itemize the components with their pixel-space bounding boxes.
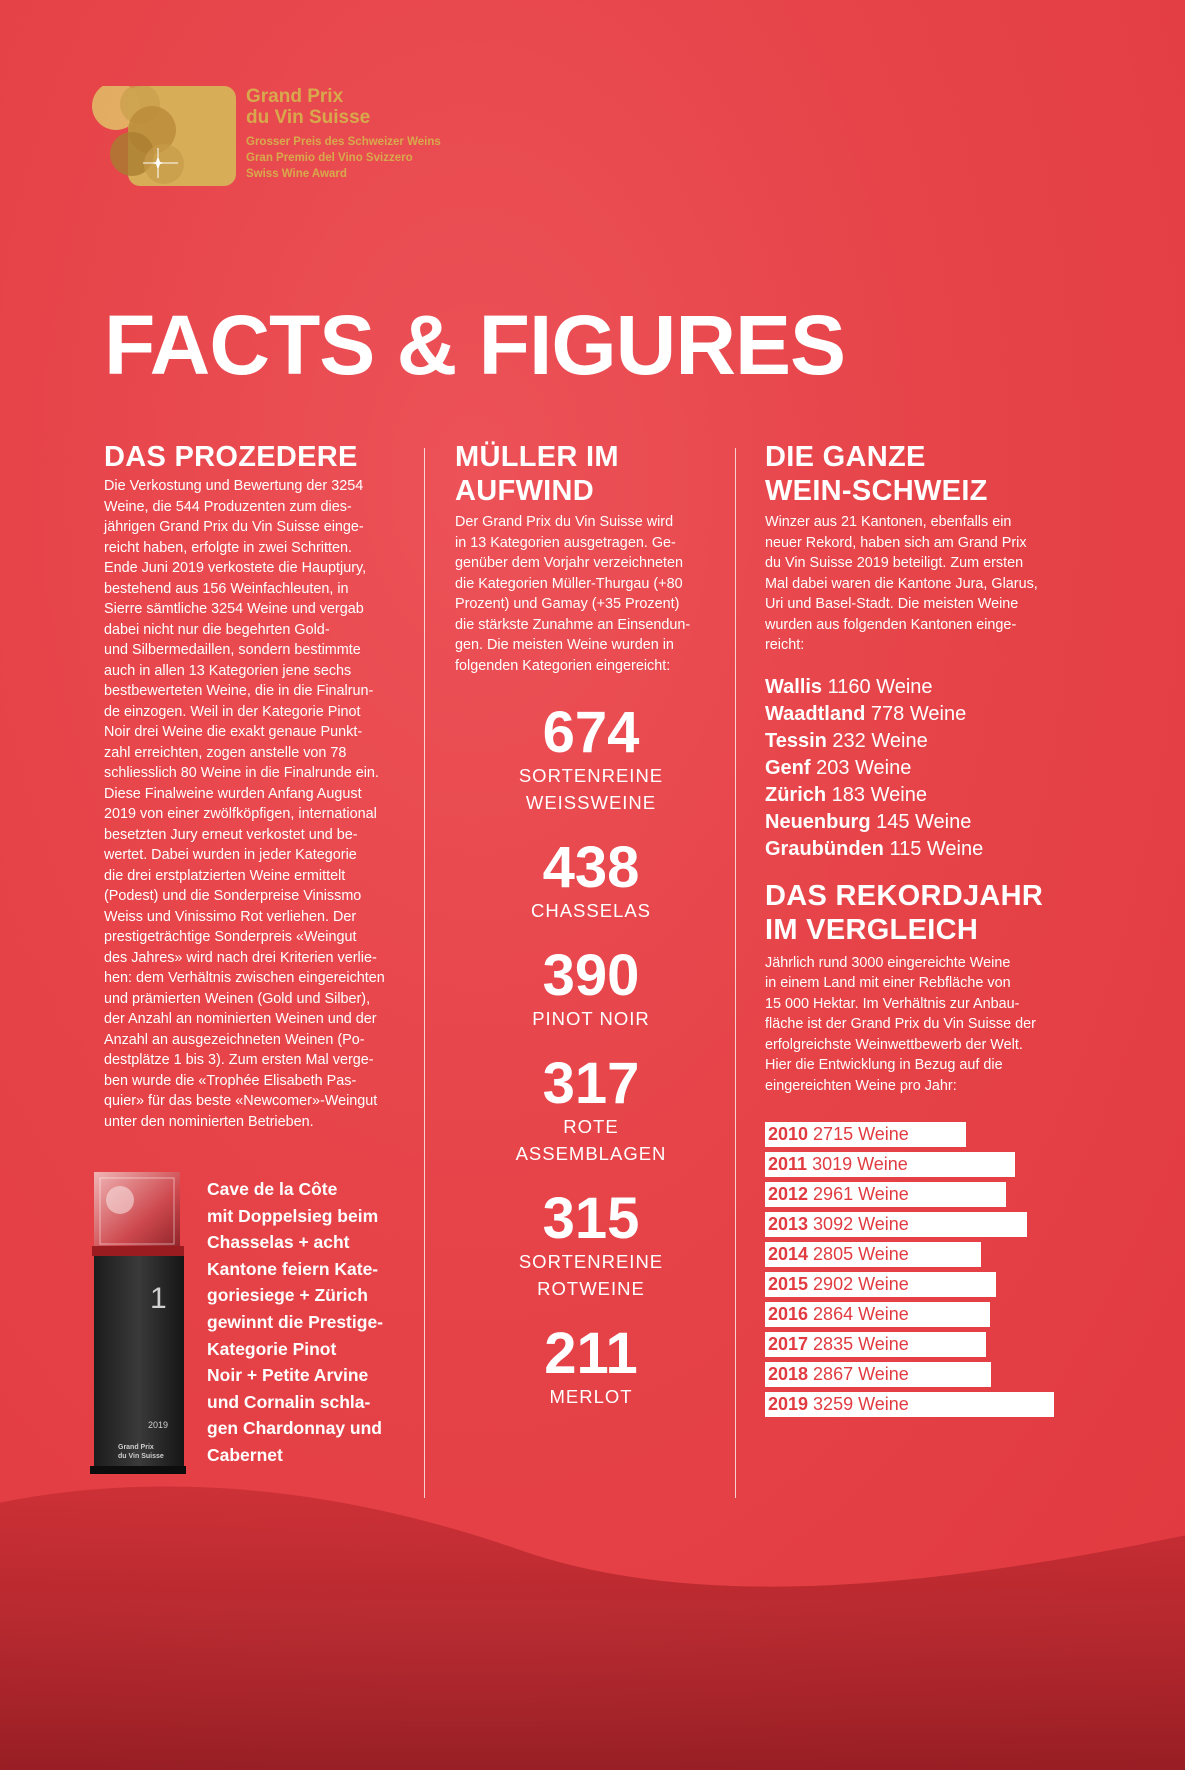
- caption-line: Noir + Petite Arvine: [207, 1365, 369, 1386]
- rekordjahr-text-line: in einem Land mit einer Rebfläche von: [765, 975, 1011, 991]
- caption-line: gen Chardonnay und: [207, 1418, 382, 1439]
- prozedere-text-line: der Anzahl an nominierten Weinen und der: [104, 1011, 377, 1027]
- logo-subtitle-de: Grosser Preis des Schweizer Weins: [246, 136, 441, 148]
- prozedere-text-line: wertet. Dabei wurden in jeder Kategorie: [104, 847, 357, 863]
- category-stat: [455, 1051, 727, 1167]
- canton-list: [765, 674, 1075, 863]
- stat-label: PINOT NOIR: [532, 1008, 650, 1029]
- rekordjahr-text-line: eingereichten Weine pro Jahr:: [765, 1077, 957, 1094]
- category-stats: [455, 700, 727, 1433]
- year-value: 2017: [768, 1334, 809, 1354]
- trophy-label-line2: du Vin Suisse: [118, 1453, 164, 1460]
- wein-schweiz-text-line: neuer Rekord, haben sich am Grand Prix: [765, 534, 1027, 551]
- year-row: [765, 1122, 1085, 1147]
- prozedere-text-line: Diese Finalweine wurden Anfang August: [104, 785, 362, 802]
- year-row: [765, 1242, 1085, 1267]
- year-count: 2805 Weine: [808, 1244, 909, 1264]
- year-row: [765, 1362, 1085, 1387]
- category-stat: [455, 1321, 727, 1410]
- logo-subtitle-en: Swiss Wine Award: [246, 168, 347, 180]
- year-row: [765, 1212, 1085, 1237]
- stat-value: 211: [544, 1321, 638, 1386]
- prozedere-text-line: quier» für das beste «Newcomer»-Weingut: [104, 1093, 378, 1109]
- canton-name: Wallis: [765, 675, 823, 698]
- prozedere-text-line: Anzahl an ausgezeichneten Weinen (Po-: [104, 1031, 365, 1048]
- canton-count: 183 Weine: [826, 783, 927, 806]
- canton-row: [765, 701, 1075, 728]
- grape-logo-icon: [88, 86, 236, 186]
- mueller-text: [455, 512, 717, 676]
- stat-value: 315: [542, 1186, 640, 1251]
- page-title: FACTS & FIGURES: [104, 298, 846, 392]
- year-row: [765, 1332, 1085, 1357]
- logo-title-line1: Grand Prix: [246, 86, 344, 107]
- year-label: [768, 1123, 909, 1146]
- trophy-caption: [207, 1176, 417, 1469]
- prozedere-text-line: dabei nicht nur die begehrten Gold-: [104, 621, 330, 638]
- prozedere-text-line: reicht haben, erfolgte in zwei Schritten.: [104, 539, 352, 556]
- wein-schweiz-heading-line1: DIE GANZE: [765, 441, 926, 473]
- rekordjahr-section: [765, 879, 1075, 1097]
- year-label: [768, 1183, 909, 1206]
- mueller-heading-line2: AUFWIND: [455, 475, 595, 507]
- canton-row: [765, 755, 1075, 782]
- year-label: [768, 1333, 909, 1356]
- year-row: [765, 1302, 1085, 1327]
- canton-name: Tessin: [765, 729, 827, 752]
- caption-line: Kantone feiern Kate-: [207, 1258, 379, 1279]
- category-stat: [455, 943, 727, 1032]
- stat-label: ASSEMBLAGEN: [515, 1143, 667, 1164]
- rekordjahr-heading-line1: DAS REKORDJAHR: [765, 879, 1044, 912]
- stat-label: WEISSWEINE: [525, 792, 657, 813]
- column-prozedere: [104, 440, 404, 1132]
- year-count: 2835 Weine: [808, 1334, 909, 1354]
- prozedere-text-line: Sierre sämtliche 3254 Weine und vergab: [104, 601, 364, 617]
- column-divider-1: [424, 448, 425, 1498]
- prozedere-text-line: Ende Juni 2019 verkostete die Hauptjury,: [104, 560, 367, 576]
- year-row: [765, 1182, 1085, 1207]
- prozedere-text-line: de einzogen. Weil in der Kategorie Pinot: [104, 703, 361, 720]
- rekordjahr-heading: [765, 879, 1075, 947]
- canton-name: Zürich: [765, 783, 827, 806]
- caption-line: Chasselas + acht: [207, 1232, 350, 1253]
- wein-schweiz-text-line: du Vin Suisse 2019 beteiligt. Zum ersten: [765, 555, 1024, 571]
- mueller-text-line: in 13 Kategorien ausgetragen. Ge-: [455, 534, 676, 551]
- mueller-text-line: die stärkste Zunahme an Einsendun-: [455, 616, 691, 633]
- mueller-heading: [455, 440, 717, 508]
- caption-line: und Cornalin schla-: [207, 1391, 371, 1412]
- canton-count: 203 Weine: [810, 756, 912, 779]
- year-count: 3092 Weine: [808, 1214, 909, 1234]
- canton-row: [765, 836, 1075, 863]
- prozedere-text-line: die drei erstplatzierten Weine ermittelt: [104, 867, 346, 884]
- rekordjahr-text-line: Jährlich rund 3000 eingereichte Weine: [765, 954, 1011, 971]
- canton-count: 115 Weine: [883, 837, 984, 860]
- prozedere-text-line: prestigeträchtige Sonderpreis «Weingut: [104, 929, 357, 945]
- prozedere-text-line: auch in allen 13 Kategorien jene sechs: [104, 662, 352, 679]
- prozedere-text-line: Weine, die 544 Produzenten zum dies-: [104, 498, 352, 515]
- mueller-text-line: folgenden Kategorien eingereicht:: [455, 657, 671, 674]
- canton-row: [765, 809, 1075, 836]
- trophy-year: 2019: [148, 1420, 169, 1430]
- rekordjahr-text-line: erfolgreichste Weinwettbewerb der Welt.: [765, 1036, 1023, 1053]
- wein-schweiz-text-line: reicht:: [765, 637, 805, 653]
- year-bar-chart: [765, 1122, 1085, 1422]
- prozedere-text-line: 2019 von einer zwölfköpfigen, international: [104, 806, 377, 822]
- mueller-text-line: die Kategorien Müller-Thurgau (+80: [455, 575, 683, 592]
- prozedere-text-line: besetzten Jury erneut verkostet und be-: [104, 826, 358, 843]
- caption-line: goriesiege + Zürich: [207, 1285, 368, 1306]
- column-divider-2: [735, 448, 736, 1498]
- stat-label: SORTENREINE: [518, 1251, 664, 1272]
- year-label: [768, 1393, 909, 1416]
- year-count: 2864 Weine: [808, 1304, 909, 1324]
- year-value: 2015: [768, 1274, 809, 1294]
- prozedere-text-line: bestehend aus 156 Weinfachleuten, in: [104, 580, 349, 597]
- mueller-text-line: Prozent) und Gamay (+35 Prozent): [455, 596, 680, 612]
- canton-name: Neuenburg: [765, 810, 871, 833]
- year-count: 3019 Weine: [807, 1154, 908, 1174]
- year-value: 2010: [768, 1124, 809, 1144]
- prozedere-text-line: Weiss und Vinissimo Rot verliehen. Der: [104, 908, 357, 925]
- wein-schweiz-text: [765, 512, 1075, 656]
- canton-count: 145 Weine: [870, 810, 972, 833]
- category-stat: [455, 835, 727, 924]
- mueller-text-line: gen. Die meisten Weine wurden in: [455, 637, 674, 653]
- wein-schweiz-heading: [765, 440, 1075, 508]
- logo-title-line2: du Vin Suisse: [246, 107, 371, 128]
- grand-prix-logo: [88, 82, 508, 192]
- wein-schweiz-heading-line2: WEIN-SCHWEIZ: [765, 475, 988, 507]
- stat-value: 317: [542, 1051, 640, 1116]
- wein-schweiz-text-line: Mal dabei waren die Kantone Jura, Glarus,: [765, 575, 1038, 592]
- stat-value: 438: [542, 835, 640, 900]
- category-stat: [455, 700, 727, 816]
- prozedere-text-line: hen: dem Verhältnis zwischen eingereichten: [104, 970, 385, 986]
- prozedere-text-line: schliesslich 80 Weine in die Finalrunde ein.: [104, 765, 379, 781]
- year-count: 3259 Weine: [808, 1394, 909, 1414]
- column-mueller: [455, 440, 717, 676]
- prozedere-heading: DAS PROZEDERE: [104, 441, 358, 473]
- column-wein-schweiz: [765, 440, 1075, 1096]
- year-row: [765, 1272, 1085, 1297]
- logo-subtitle-it: Gran Premio del Vino Svizzero: [246, 152, 413, 164]
- canton-count: 1160 Weine: [822, 675, 933, 698]
- year-row: [765, 1392, 1085, 1417]
- year-value: 2018: [768, 1364, 809, 1384]
- rekordjahr-text-line: Hier die Entwicklung in Bezug auf die: [765, 1057, 1003, 1073]
- year-count: 2902 Weine: [808, 1274, 909, 1294]
- wein-schweiz-text-line: Uri und Basel-Stadt. Die meisten Weine: [765, 596, 1019, 612]
- prozedere-text-line: Noir drei Weine die exakt genaue Punkt-: [104, 724, 363, 740]
- year-row: [765, 1152, 1085, 1177]
- caption-line: Cave de la Côte: [207, 1179, 338, 1199]
- prozedere-text: [104, 476, 404, 1132]
- canton-count: 232 Weine: [826, 729, 928, 752]
- stat-label: SORTENREINE: [518, 765, 664, 786]
- year-label: [768, 1303, 909, 1326]
- year-label: [768, 1153, 908, 1176]
- prozedere-text-line: destplätze 1 bis 3). Zum ersten Mal verge-: [104, 1052, 374, 1068]
- canton-name: Genf: [765, 756, 811, 779]
- prozedere-text-line: und Silbermedaillen, sondern bestimmte: [104, 642, 361, 658]
- trophy-image: [90, 1170, 190, 1475]
- stat-label: CHASSELAS: [530, 900, 652, 921]
- prozedere-text-line: Die Verkostung und Bewertung der 3254: [104, 478, 364, 494]
- prozedere-text-line: bestbewerteten Weine, die in die Finalrun-: [104, 683, 374, 699]
- mueller-text-line: genüber dem Vorjahr verzeichneten: [455, 555, 683, 571]
- rekordjahr-text-line: fläche ist der Grand Prix du Vin Suisse der: [765, 1016, 1036, 1032]
- caption-line: Kategorie Pinot: [207, 1338, 337, 1359]
- year-label: [768, 1273, 909, 1296]
- year-label: [768, 1213, 909, 1236]
- caption-line: gewinnt die Prestige-: [207, 1311, 383, 1332]
- year-count: 2961 Weine: [808, 1184, 909, 1204]
- mueller-heading-line1: MÜLLER IM: [455, 441, 619, 473]
- prozedere-text-line: des Jahres» wird nach drei Kriterien verlie-: [104, 949, 377, 966]
- canton-row: [765, 674, 1075, 701]
- stat-label: ROTE: [563, 1116, 619, 1137]
- trophy-label-line1: Grand Prix: [118, 1444, 154, 1451]
- year-count: 2715 Weine: [808, 1124, 909, 1144]
- stat-label: MERLOT: [549, 1386, 633, 1407]
- wein-schweiz-text-line: Winzer aus 21 Kantonen, ebenfalls ein: [765, 514, 1012, 530]
- prozedere-text-line: ben wurde die «Trophée Elisabeth Pas-: [104, 1072, 357, 1089]
- prozedere-text-line: und prämierten Weinen (Gold und Silber),: [104, 990, 371, 1007]
- year-value: 2019: [768, 1394, 809, 1414]
- year-value: 2014: [768, 1244, 809, 1264]
- caption-line: Cabernet: [207, 1444, 283, 1465]
- prozedere-text-line: (Podest) und die Sonderpreise Vinissmo: [104, 888, 362, 904]
- prozedere-text-line: jährigen Grand Prix du Vin Suisse einge-: [104, 519, 364, 535]
- trophy-number: 1: [150, 1282, 167, 1315]
- caption-line: mit Doppelsieg beim: [207, 1205, 379, 1226]
- prozedere-text-line: unter den nominierten Betrieben.: [104, 1113, 314, 1130]
- rekordjahr-text-line: 15 000 Hektar. Im Verhältnis zur Anbau-: [765, 995, 1020, 1012]
- year-value: 2016: [768, 1304, 809, 1324]
- year-value: 2012: [768, 1184, 809, 1204]
- wein-schweiz-text-line: wurden aus folgenden Kantonen einge-: [765, 616, 1017, 633]
- canton-count: 778 Weine: [865, 702, 967, 725]
- category-stat: [455, 1186, 727, 1302]
- canton-name: Graubünden: [765, 837, 884, 860]
- year-count: 2867 Weine: [808, 1364, 909, 1384]
- year-value: 2011: [768, 1154, 808, 1174]
- canton-row: [765, 728, 1075, 755]
- stat-label: ROTWEINE: [537, 1278, 645, 1299]
- year-value: 2013: [768, 1214, 809, 1234]
- prozedere-text-line: zahl erreichten, zogen anstelle von 78: [104, 744, 347, 761]
- floor-shadow: [0, 1470, 1185, 1770]
- stat-value: 674: [542, 700, 640, 765]
- canton-name: Waadtland: [765, 702, 866, 725]
- mueller-text-line: Der Grand Prix du Vin Suisse wird: [455, 514, 674, 530]
- rekordjahr-text: [765, 953, 1075, 1097]
- rekordjahr-heading-line2: IM VERGLEICH: [765, 913, 979, 946]
- year-label: [768, 1363, 909, 1386]
- canton-row: [765, 782, 1075, 809]
- year-label: [768, 1243, 909, 1266]
- stat-value: 390: [542, 943, 640, 1008]
